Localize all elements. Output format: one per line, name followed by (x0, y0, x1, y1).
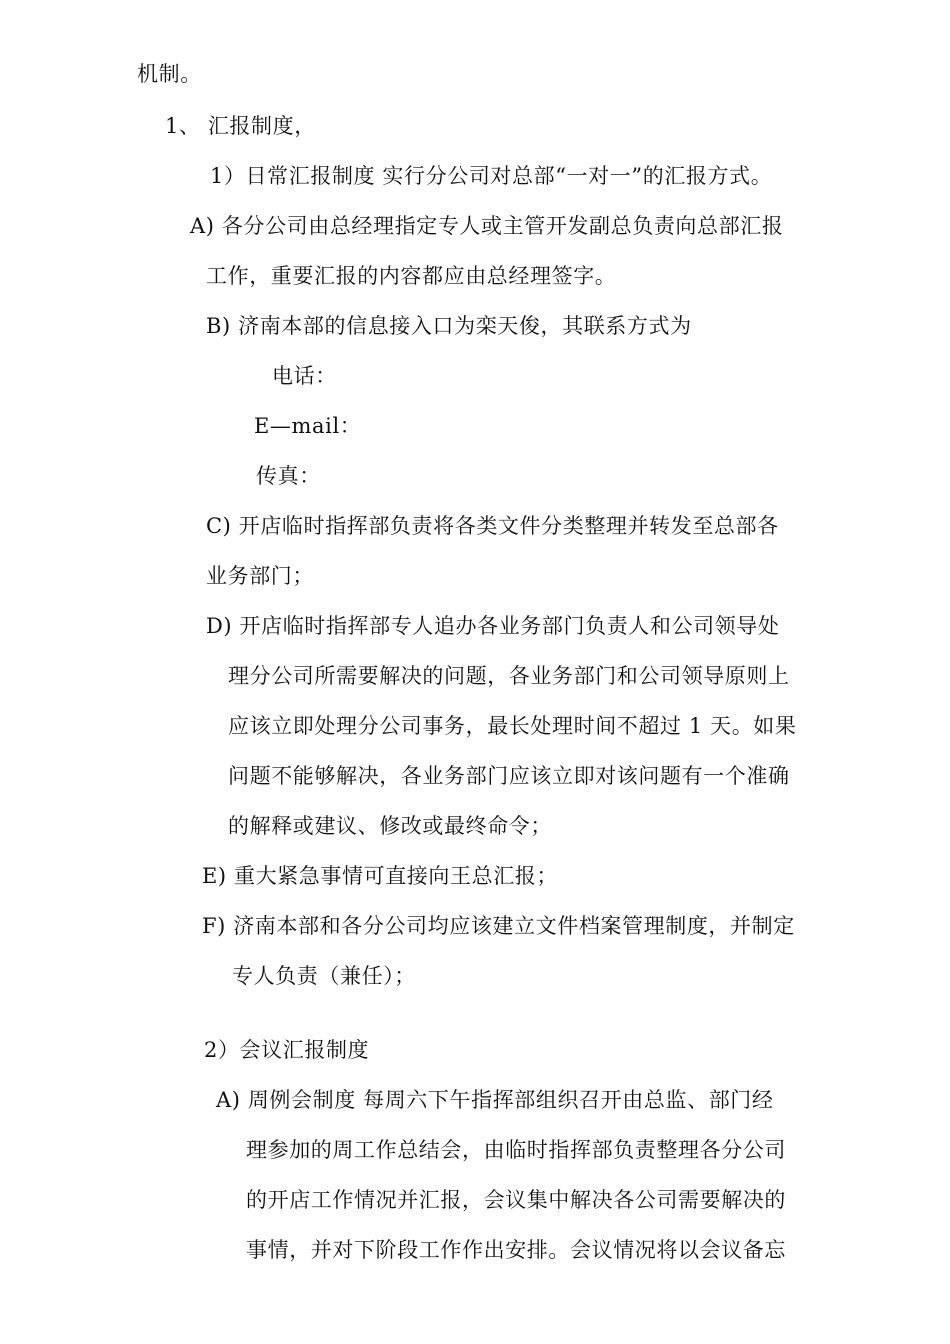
list-item-a: A) 周例会制度 每周六下午指挥部组织召开由总监、部门经 (216, 1088, 774, 1112)
list-item-e: E) 重大紧急事情可直接向王总汇报； (202, 864, 558, 888)
text-line: 专人负责（兼任）； (232, 964, 416, 988)
text-line: 应该立即处理分公司事务，最长处理时间不超过 1 天。如果 (228, 714, 797, 738)
text-line: 机制。 (137, 62, 202, 86)
subsection-heading: 2）会议汇报制度 (204, 1038, 370, 1062)
text-line: 工作，重要汇报的内容都应由总经理签字。 (206, 264, 617, 288)
text-line: 理参加的周工作总结会，由临时指挥部负责整理各分公司 (246, 1138, 786, 1162)
list-item-b: B) 济南本部的信息接入口为栾天俊，其联系方式为 (206, 314, 692, 338)
list-item-c: C) 开店临时指挥部负责将各类文件分类整理并转发至总部各 (206, 514, 779, 538)
list-item-d: D) 开店临时指挥部专人追办各业务部门负责人和公司领导处 (206, 614, 780, 638)
section-heading: 1、 汇报制度， (165, 114, 316, 138)
subsection-heading: 1）日常汇报制度 实行分公司对总部“一对一”的汇报方式。 (210, 164, 773, 188)
fax-label: 传真： (256, 464, 321, 488)
text-line: 的解释或建议、修改或最终命令； (228, 814, 552, 838)
email-label: E—mail： (254, 414, 362, 438)
list-item-a: A) 各分公司由总经理指定专人或主管开发副总负责向总部汇报 (190, 214, 784, 238)
phone-label: 电话： (272, 364, 337, 388)
list-item-f: F) 济南本部和各分公司均应该建立文件档案管理制度，并制定 (202, 914, 795, 938)
text-line: 问题不能够解决，各业务部门应该立即对该问题有一个准确 (228, 764, 790, 788)
text-line: 理分公司所需要解决的问题，各业务部门和公司领导原则上 (228, 664, 790, 688)
text-line: 事情，并对下阶段工作作出安排。会议情况将以会议备忘 (246, 1238, 786, 1262)
text-line: 业务部门； (206, 564, 314, 588)
text-line: 的开店工作情况并汇报，会议集中解决各公司需要解决的 (246, 1188, 786, 1212)
